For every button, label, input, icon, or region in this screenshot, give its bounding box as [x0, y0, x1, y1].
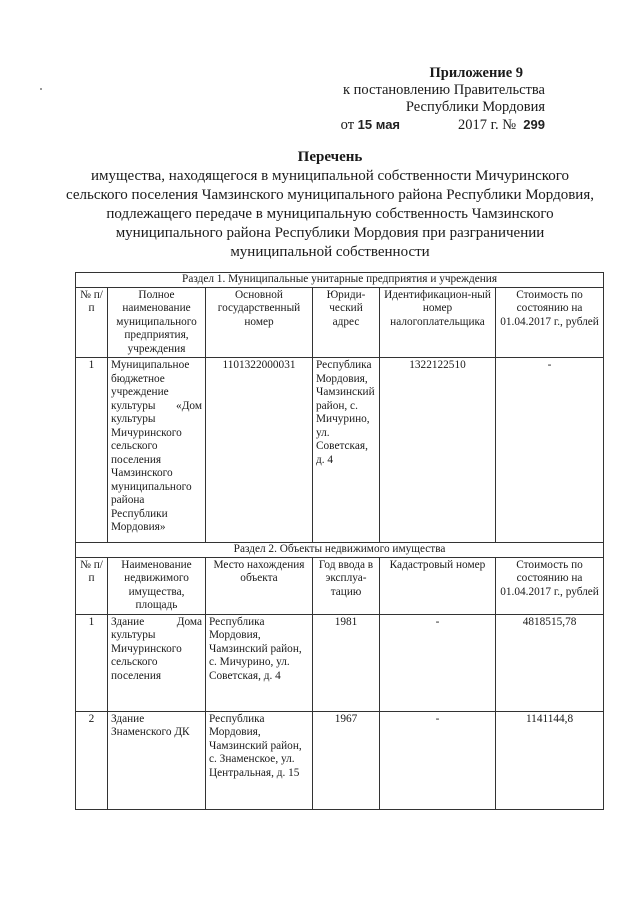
- header-cell: Место нахождения объекта: [206, 557, 313, 614]
- document-heading: [65, 148, 595, 262]
- cell-name: Здание Дома культуры Мичуринского сельского поселения: [108, 614, 206, 711]
- header-cell: Основной государственный номер: [206, 287, 313, 358]
- header-cell: № п/п: [76, 557, 108, 614]
- header-cell: Стоимость по состоянию на 01.04.2017 г., рублей: [496, 557, 604, 614]
- cell-location: Республика Мордовия, Чамзинский район, с. Знаменское, ул. Центральная, д. 15: [206, 711, 313, 809]
- cell-cost: 4818515,78: [496, 614, 604, 711]
- section2-title-row: [76, 543, 604, 558]
- appendix-title: Приложение 9: [429, 65, 523, 81]
- table-row: [76, 614, 604, 711]
- cell-cadastral: -: [380, 614, 496, 711]
- cell-cost: -: [496, 358, 604, 543]
- property-table: [75, 272, 604, 810]
- cell-year: 1967: [313, 711, 380, 809]
- section1-title-row: [76, 273, 604, 288]
- cell-name: Здание Знаменского ДК: [108, 711, 206, 809]
- cell-inn: 1322122510: [380, 358, 496, 543]
- scan-speck: [40, 88, 42, 90]
- table-row: [76, 358, 604, 543]
- header-cell: Стоимость по состоянию на 01.04.2017 г., рублей: [496, 287, 604, 358]
- appendix-dateline: [341, 116, 545, 134]
- appendix-line2: к постановлению Правительства: [343, 82, 545, 98]
- cell-num: 1: [76, 614, 108, 711]
- header-cell: Юриди-ческий адрес: [313, 287, 380, 358]
- cell-name: Муниципальное бюджетное учреждение культуры «Дом культуры Мичуринского сельского поселения Чамзинского муниципального района Республики Мордовия»: [108, 358, 206, 543]
- header-cell: Кадастровый номер: [380, 557, 496, 614]
- section2-header-row: [76, 557, 604, 614]
- heading-title: Перечень: [297, 149, 363, 165]
- header-cell: Наименование недвижимого имущества, площадь: [108, 557, 206, 614]
- appendix-line3: Республики Мордовия: [405, 99, 545, 115]
- heading-body: имущества, находящегося в муниципальной собственности Мичуринского сельского поселения Чамзинского муниципального района Республики Мордовия, подлежащего передаче в муниципальную собственность Чамзинского муниципального района Республики Мордовия при разграничении муниципальной собственности: [66, 168, 594, 260]
- date-prefix: от: [340, 117, 355, 133]
- table-row: [76, 711, 604, 809]
- cell-ogrn: 1101322000031: [206, 358, 313, 543]
- header-cell: Год ввода в эксплуа-тацию: [313, 557, 380, 614]
- cell-year: 1981: [313, 614, 380, 711]
- date-day-month: 15 мая: [357, 117, 401, 132]
- cell-cadastral: -: [380, 711, 496, 809]
- section1-title: Раздел 1. Муниципальные унитарные предприятия и учреждения: [76, 273, 604, 288]
- section2-title: Раздел 2. Объекты недвижимого имущества: [76, 543, 604, 558]
- header-cell: Идентификацион-ный номер налогоплательщика: [380, 287, 496, 358]
- cell-cost: 1141144,8: [496, 711, 604, 809]
- cell-num: 1: [76, 358, 108, 543]
- date-year: 2017 г. №: [458, 117, 517, 133]
- appendix-block: [341, 65, 545, 134]
- section1-header-row: [76, 287, 604, 358]
- cell-num: 2: [76, 711, 108, 809]
- cell-location: Республика Мордовия, Чамзинский район, с. Мичурино, ул. Советская, д. 4: [206, 614, 313, 711]
- header-cell: № п/п: [76, 287, 108, 358]
- decree-number: 299: [523, 117, 545, 132]
- header-cell: Полное наименование муниципального предприятия, учреждения: [108, 287, 206, 358]
- cell-address: Республика Мордовия, Чамзинский район, с. Мичурино, ул. Советская, д. 4: [313, 358, 380, 543]
